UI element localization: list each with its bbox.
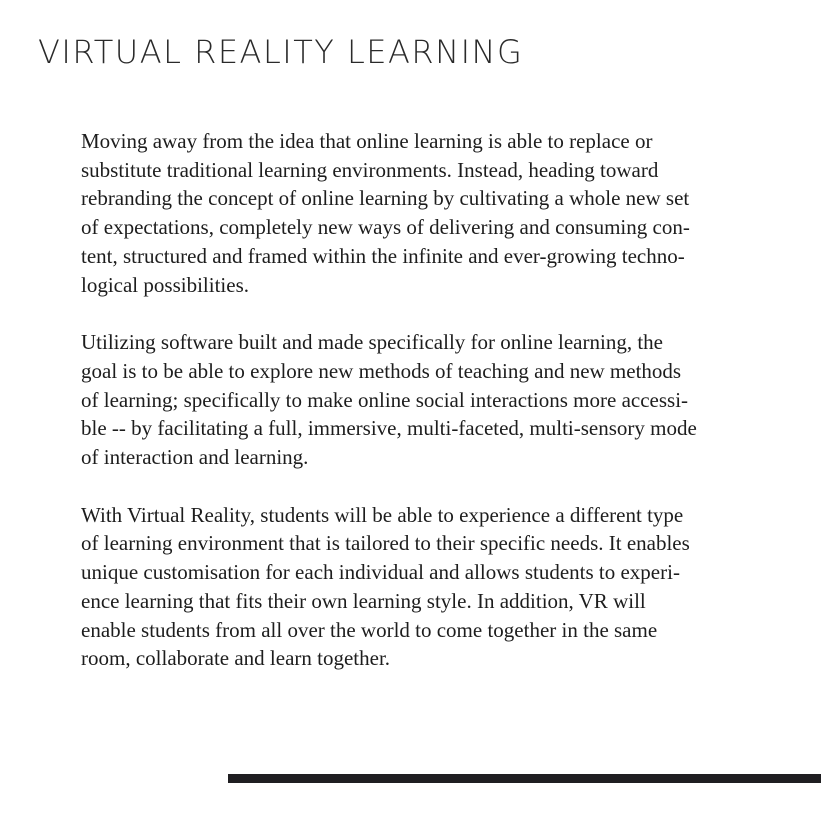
paragraph-line: substitute traditional learning environments. Instead, heading toward [81, 157, 659, 182]
page-title: VIRTUAL REALITY LEARNING [38, 33, 524, 71]
paragraph-line: of learning; specifically to make online social interactions more accessi- [81, 387, 689, 412]
paragraph-line: of expectations, completely new ways of delivering and consuming con- [81, 215, 690, 240]
paragraph-line: enable students from all over the world to come together in the same [81, 617, 658, 642]
paragraph-line: goal is to be able to explore new methods of teaching and new methods [81, 358, 682, 383]
paragraph-line: tent, structured and framed within the infinite and ever-growing techno- [81, 243, 685, 268]
paragraph-1 [81, 127, 791, 299]
paragraph-2 [81, 328, 791, 472]
paragraph-line: ence learning that fits their own learning style. In addition, VR will [81, 588, 646, 613]
paragraph-line: unique customisation for each individual and allows students to experi- [81, 560, 680, 585]
paragraph-3 [81, 501, 791, 673]
article-body [81, 127, 791, 702]
paragraph-line: of interaction and learning. [81, 445, 309, 470]
paragraph-line: Utilizing software built and made specifically for online learning, the [81, 330, 663, 355]
paragraph-line: ble -- by facilitating a full, immersive, multi-faceted, multi-sensory mode [81, 416, 697, 441]
paragraph-line: With Virtual Reality, students will be able to experience a different type [81, 502, 684, 527]
paragraph-line: of learning environment that is tailored to their specific needs. It enables [81, 531, 690, 556]
footer-rule-bar [228, 774, 821, 783]
paragraph-line: rebranding the concept of online learning by cultivating a whole new set [81, 186, 690, 211]
paragraph-line: logical possibilities. [81, 272, 249, 297]
paragraph-line: room, collaborate and learn together. [81, 646, 391, 671]
paragraph-line: Moving away from the idea that online learning is able to replace or [81, 129, 653, 153]
